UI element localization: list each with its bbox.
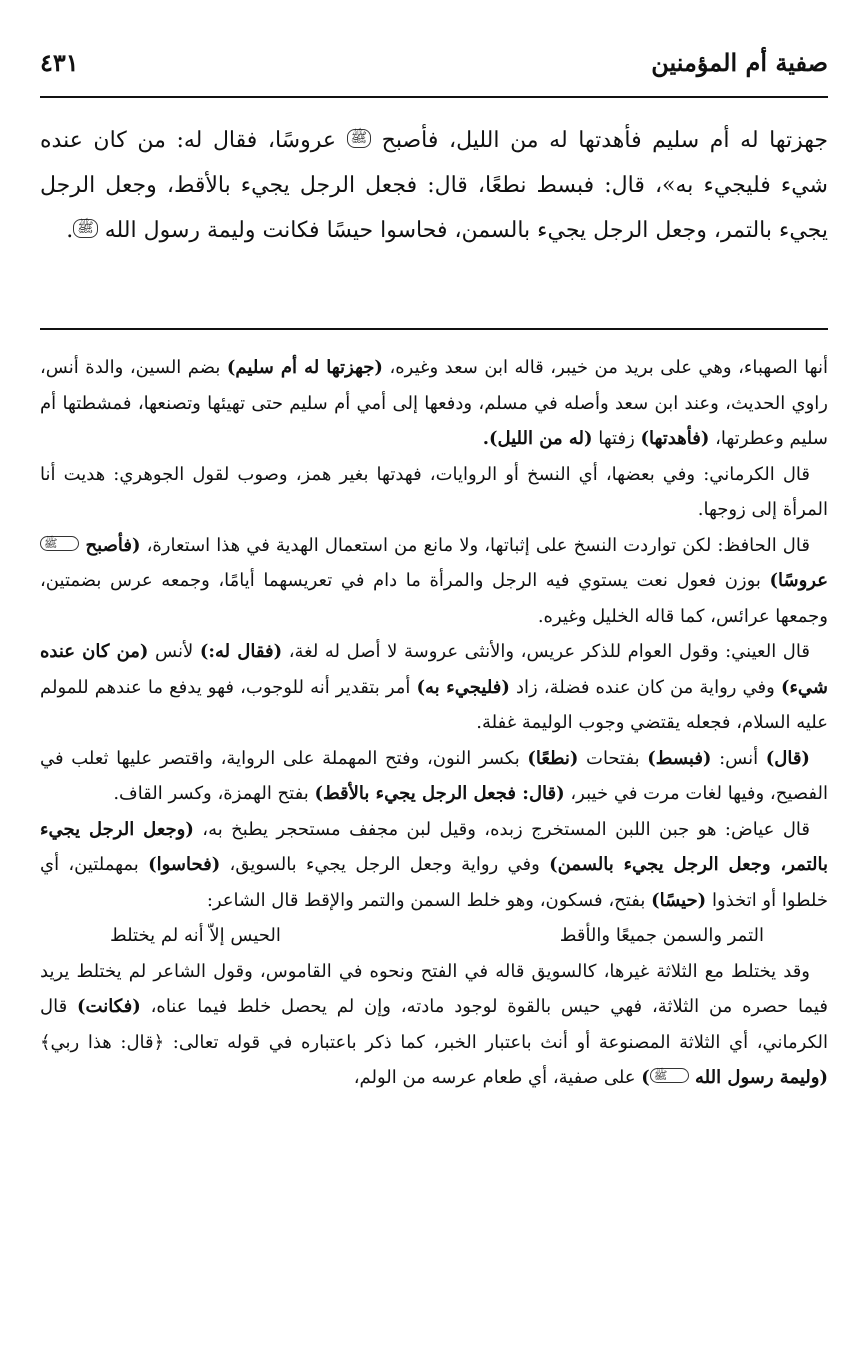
commentary-text: بفتحات (586, 747, 640, 769)
commentary-text: لأنس (155, 641, 194, 662)
quoted-phrase: (فقال له:) (199, 641, 283, 662)
running-title: صفية أم المؤمنين (651, 47, 828, 77)
quoted-phrase: (فليجيء به) (416, 676, 510, 698)
commentary-text: أمر بتقدير أنه للوجوب، فهو يدفع ما عندهم للمولم عليه السلام، فجعله يقتضي وجوب الوليمة غفلة. (40, 676, 828, 733)
commentary-text: على صفية، أي طعام عرسه من الولم، (353, 1067, 636, 1088)
hadith-part-1: جهزتها له أم سليم فأهدتها له من الليل، فأصبح (381, 128, 829, 153)
commentary-text: بمهملتين، أي خلطوا أو اتخذوا (40, 854, 828, 911)
quoted-phrase: (فكانت) (77, 996, 141, 1017)
quoted-phrase: عروسًا) (769, 570, 828, 591)
commentary-text: بفتح الهمزة، وكسر القاف. (113, 783, 309, 804)
commentary-paragraph (40, 954, 828, 1096)
quoted-phrase: (قال) (765, 747, 810, 769)
quoted-phrase: (نطعًا) (527, 747, 579, 769)
hadith-part-3: . (66, 218, 74, 243)
commentary-paragraph (40, 457, 828, 528)
salutation-icon: ﷺ (347, 129, 371, 147)
quoted-phrase: (حيسًا) (651, 889, 707, 911)
commentary-text: قال عياض: هو جبن اللبن المستخرج زبده، وقيل لبن مجفف مستحجر يطبخ به، (202, 818, 810, 840)
hadith-part-2: عروسًا، فقال له: من كان عنده شيء فليجيء به»، قال: فبسط نطعًا، قال: فجعل الرجل يجيء بالأقط، وجعل الرجل يجيء بالتمر، وجعل الرجل يجيء بالسمن، فحاسوا حيسًا فكانت وليمة رسول الله (40, 128, 828, 243)
commentary-text: أنها الصهباء، وهي على بريد من خيبر، قاله ابن سعد وغيره، (389, 357, 828, 378)
commentary-paragraph (40, 350, 828, 457)
quoted-phrase: (من كان عنده شيء) (40, 641, 829, 698)
commentary-text: زفتها (598, 428, 635, 449)
page-number: ٤٣١ (40, 47, 79, 77)
footnote-separator (40, 328, 828, 330)
quoted-phrase: (وليمة رسول الله (695, 1067, 828, 1088)
commentary-text: قال الكرماني، أي الثلاثة المصنوعة أو أنث باعتبار الخبر، كما ذكر باعتباره في قوله تعالى: ﴿قال: هذا ربي﴾ (40, 996, 828, 1053)
quoted-phrase: (فأصبح (85, 534, 141, 556)
commentary-text: قال الحافظ: لكن تواردت النسخ على إثباتها، ولا مانع من استعمال الهدية في هذا استعارة، (146, 534, 810, 556)
commentary-text: أنس: (719, 747, 759, 769)
commentary-text: قال الكرماني: وفي بعضها، أي النسخ أو الروايات، فهدتها بغير همز، وصوب لقول الجوهري: هديت أنا المرأة إلى زوجها. (40, 463, 828, 520)
quoted-phrase: (وجعل الرجل يجيء بالتمر، وجعل الرجل يجيء بالسمن) (40, 818, 828, 875)
poetry-verse (40, 918, 828, 954)
commentary (40, 350, 828, 1096)
verse-hemistich-first: التمر والسمن جميعًا والأقط (559, 925, 764, 946)
page-header (40, 40, 828, 84)
commentary-text: بضم السين، والدة أنس، راوي الحديث، وعند ابن سعد وأصله في مسلم، ودفعها إلى أمي أم سليم حتى تهيئها وتصنعها، فمشطتها أم سليم وعطرتها، (40, 357, 828, 449)
header-rule (40, 96, 828, 98)
commentary-paragraph (40, 812, 828, 919)
verse-hemistich-second: الحيس إلاّ أنه لم يختلط (110, 925, 281, 946)
commentary-text: بفتح، فسكون، وهو خلط السمن والتمر والإقط قال الشاعر: (206, 889, 646, 911)
quoted-phrase: (فبسط) (647, 747, 712, 769)
commentary-text: قال العيني: وقول العوام للذكر عريس، والأنثى عروسة لا أصل له لغة، (288, 641, 810, 662)
commentary-text: وفي رواية وجعل الرجل يجيء بالسويق، (229, 854, 540, 875)
quoted-phrase: (فأهدتها) (640, 428, 710, 449)
commentary-paragraph (40, 741, 828, 812)
quoted-phrase: (فحاسوا) (148, 854, 221, 875)
quoted-phrase: (جهزتها له أم سليم) (226, 357, 383, 378)
commentary-text: بوزن فعول نعت يستوي فيه الرجل والمرأة ما دام في تعريسهما أيامًا، وجمعه عرس بضمتين، وجمعها عرائس، كما قاله الخليل وغيره. (40, 570, 828, 627)
commentary-text: وفي رواية من كان عنده فضلة، زاد (516, 676, 775, 698)
commentary-paragraph (40, 634, 828, 741)
quoted-phrase: ) (641, 1067, 650, 1088)
commentary-text: بكسر النون، وفتح المهملة على الرواية، واقتصر عليها ثعلب في الفصيح، وفيها لغات مرت في خيبر، (40, 747, 828, 804)
quoted-phrase: (قال: فجعل الرجل يجيء بالأقط) (314, 783, 565, 804)
salutation-icon: ﷺ (40, 536, 79, 551)
commentary-paragraph (40, 528, 828, 635)
quoted-phrase: (له من الليل). (482, 428, 593, 449)
salutation-icon: ﷺ (73, 219, 97, 237)
salutation-icon: ﷺ (650, 1068, 689, 1083)
commentary-text: وقد يختلط مع الثلاثة غيرها، كالسويق قاله في الفتح ونحوه في القاموس، وقول الشاعر لم يختلط يريد فيما حصره من الثلاثة، فهي حيس بالقوة لوجود مادته، وإن لم يحصل خلط فيما عناه، (40, 960, 828, 1017)
hadith-text (40, 118, 828, 253)
